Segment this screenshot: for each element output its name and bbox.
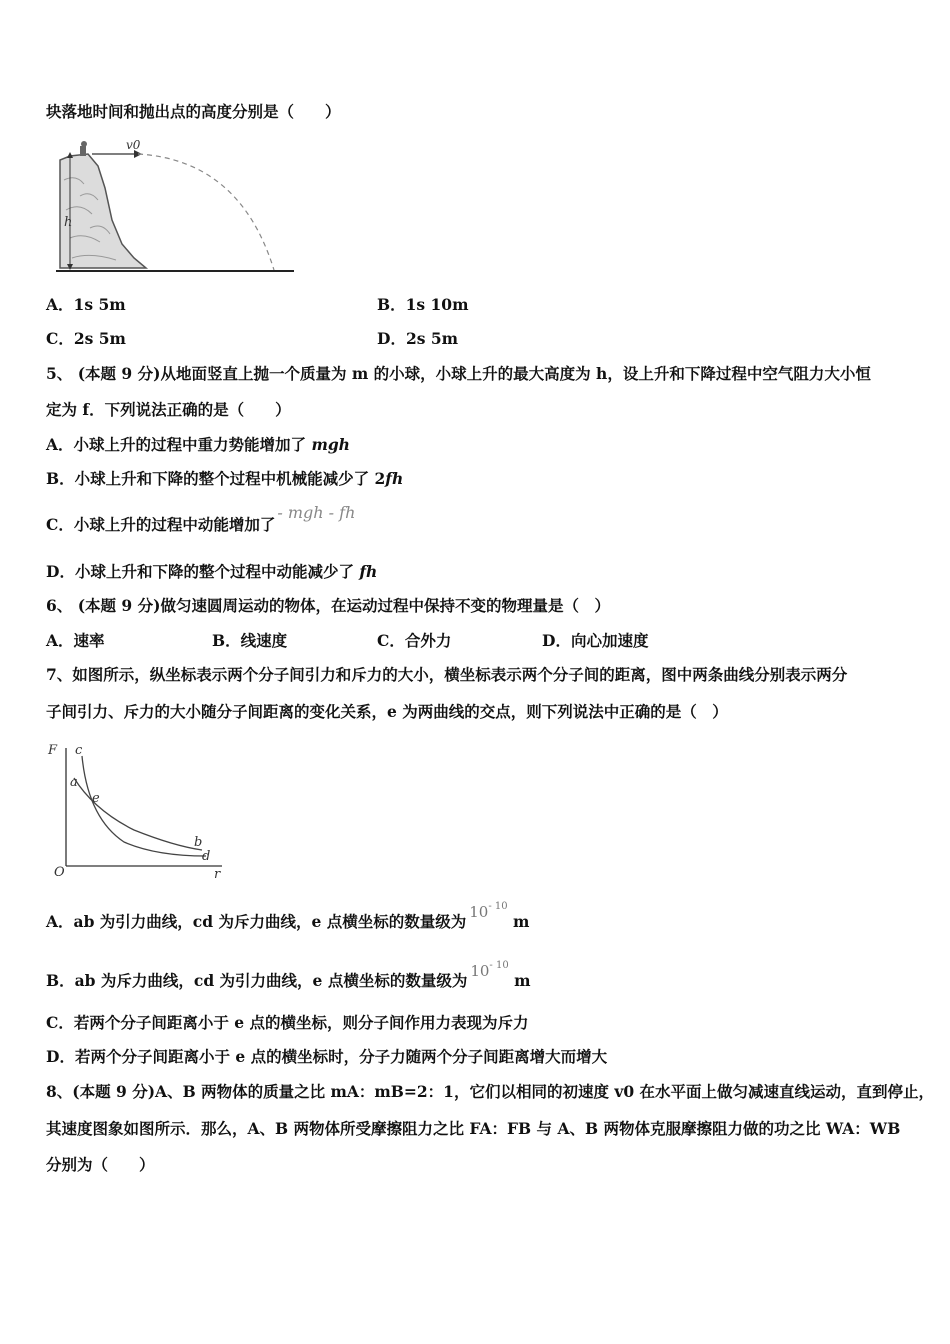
q5-c-expression: - mgh - fh [277,503,356,522]
v0-label: v0 [126,140,141,152]
q4-option-d[interactable]: D．2s 5m [377,329,459,348]
q4-option-b[interactable]: B．1s 10m [377,295,469,314]
curve-ab [74,778,202,850]
q4-option-a[interactable]: A．1s 5m [46,295,126,314]
h-label: h [64,215,73,230]
q7-b-power: $10^{- 10}$ [470,960,509,980]
origin-label: O [54,865,65,880]
molecular-force-figure [44,738,234,888]
label-e: e [92,791,100,806]
label-d: d [202,849,211,864]
cliff-projectile-figure [50,140,300,280]
trajectory [138,154,274,270]
q7-a-power: $10^{- 10}$ [469,901,508,921]
label-c: c [75,743,83,758]
q7-option-b[interactable]: B．ab 为斥力曲线，cd 为引力曲线，e 点横坐标的数量级为 $10^{- 10}$ m [46,960,531,990]
q8-stem-line1: 8、(本题 9 分)A、B 两物体的质量之比 mA：mB=2：1，它们以相同的初速度 v0 在水平面上做匀减速直线运动，直到停止， [46,1082,935,1101]
q6-option-a[interactable]: A．速率 [46,631,105,650]
q5-option-d[interactable]: D．小球上升和下降的整个过程中动能减少了 fh [46,562,378,581]
q7-option-c[interactable]: C．若两个分子间距离小于 e 点的横坐标，则分子间作用力表现为斥力 [46,1013,529,1032]
q5-option-c[interactable]: C．小球上升的过程中动能增加了- mgh - fh [46,503,356,534]
q4-stem: 块落地时间和抛出点的高度分别是（ ） [46,102,341,121]
q8-stem-line2: 其速度图象如图所示．那么，A、B 两物体所受摩擦阻力之比 FA：FB 与 A、B 两物体克服摩擦阻力做的功之比 WA：WB [46,1119,901,1138]
q5-option-a[interactable]: A．小球上升的过程中重力势能增加了 mgh [46,435,350,454]
cliff-shape [60,154,146,268]
q7-stem-line2: 子间引力、斥力的大小随分子间距离的变化关系，e 为两曲线的交点，则下列说法中正确的是（ ） [46,702,728,721]
q8-stem-line3: 分别为（ ） [46,1155,155,1174]
curve-cd [82,756,206,856]
q7-option-a[interactable]: A．ab 为引力曲线，cd 为斥力曲线，e 点横坐标的数量级为 $10^{- 10}$ m [46,901,530,931]
q6-option-d[interactable]: D．向心加速度 [542,631,649,650]
q6-option-b[interactable]: B．线速度 [212,631,288,650]
axis-f-label: F [48,743,58,758]
q7-stem-line1: 7、如图所示，纵坐标表示两个分子间引力和斥力的大小，横坐标表示两个分子间的距离，图中两条曲线分别表示两分 [46,665,848,684]
q6-stem: 6、 (本题 9 分)做匀速圆周运动的物体，在运动过程中保持不变的物理量是（ ） [46,596,610,615]
axis-r-label: r [214,867,221,882]
label-a: a [70,775,78,790]
q5-stem-line1: 5、 (本题 9 分)从地面竖直上抛一个质量为 m 的小球，小球上升的最大高度为 h，设上升和下降过程中空气阻力大小恒 [46,364,871,383]
q6-option-c[interactable]: C．合外力 [377,631,452,650]
label-b: b [194,835,203,850]
q7-option-d[interactable]: D．若两个分子间距离小于 e 点的横坐标时，分子力随两个分子间距离增大而增大 [46,1047,608,1066]
q5-option-b[interactable]: B．小球上升和下降的整个过程中机械能减少了 2fh [46,469,404,488]
q5-stem-line2: 定为 f．下列说法正确的是（ ） [46,400,291,419]
q4-option-c[interactable]: C．2s 5m [46,329,126,348]
